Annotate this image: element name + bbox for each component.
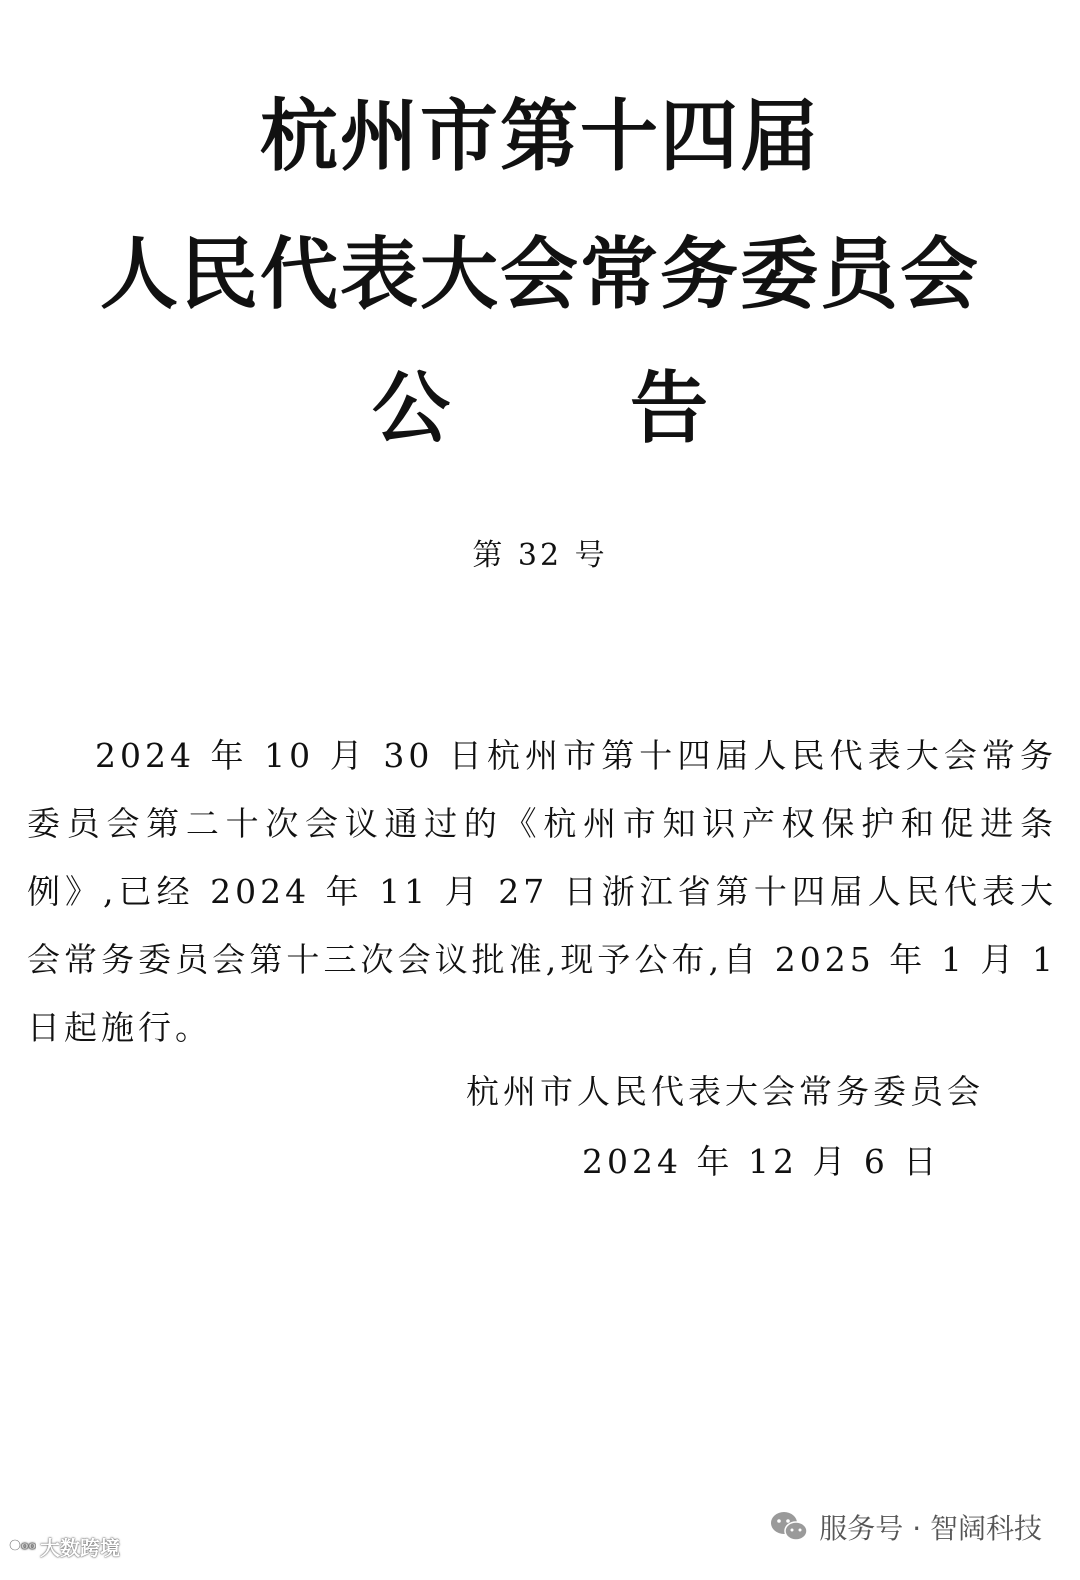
wechat-icon (769, 1509, 809, 1545)
account-footer (769, 1507, 1042, 1547)
signature-date: 2024 年 12 月 6 日 (582, 1142, 941, 1181)
account-label: 服务号 · 智阔科技 (819, 1512, 1042, 1545)
watermark-logo-text: 大数跨境 (40, 1536, 120, 1560)
title-line-3: 公告 (371, 363, 888, 454)
signature-organization: 杭州市人民代表大会常务委员会 (466, 1072, 984, 1111)
logo-mark-icon (8, 1534, 36, 1560)
title-line-2: 人民代表大会常务委员会 (99, 229, 980, 320)
title-line-1: 杭州市第十四届 (259, 91, 820, 182)
svg-text:oo: oo (21, 1538, 36, 1552)
announcement-body: 2024 年 10 月 30 日杭州市第十四届人民代表大会常务委员会第二十次会议通过的《杭州市知识产权保护和促进条例》,已经 2024 年 11 月 27 日浙江省第十四届人民代表大会常务委员会第十三次会议批准,现予公布,自 2025 年 1 月 1 日起施行。 (27, 736, 1057, 1047)
watermark-logo (8, 1532, 120, 1561)
document-number: 第 32 号 (472, 538, 608, 573)
